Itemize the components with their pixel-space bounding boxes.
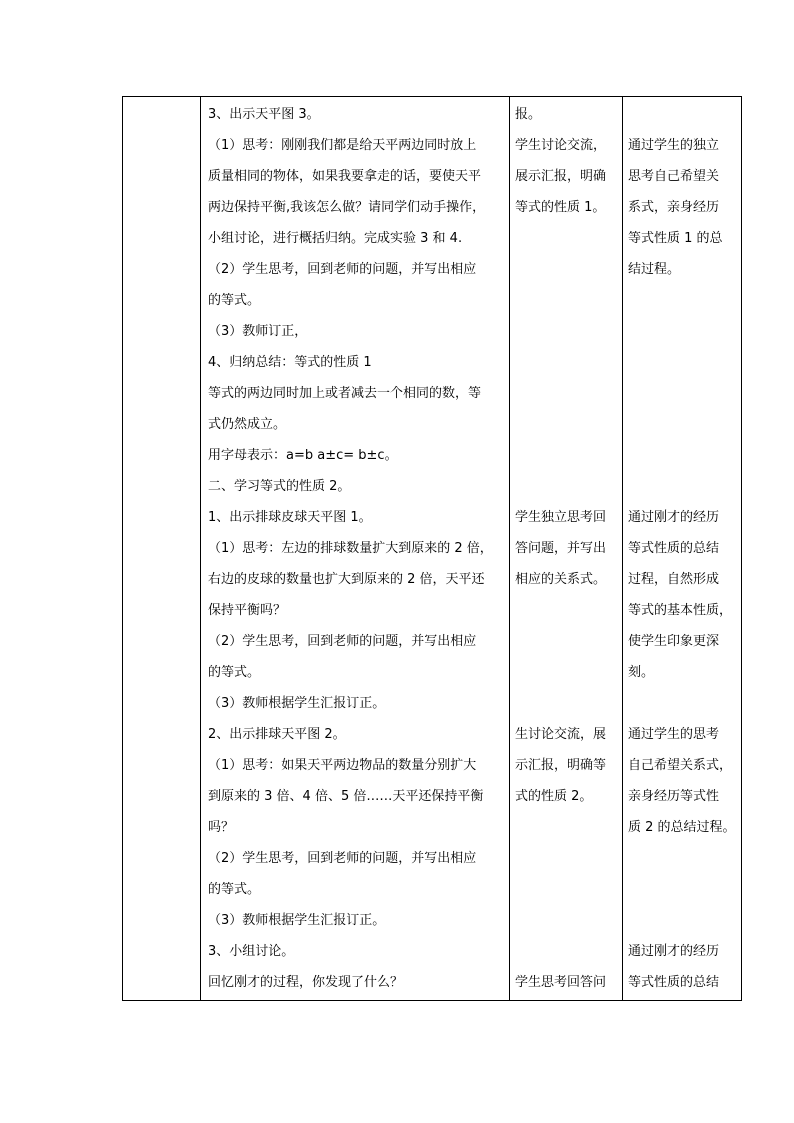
student-activity-line [515, 905, 619, 936]
student-activity-line [515, 223, 619, 254]
teaching-steps-text [201, 97, 509, 998]
student-activity-text [510, 97, 622, 998]
student-activity-line [515, 471, 619, 502]
step-line: 的等式。 [208, 882, 261, 897]
design-intent-text [623, 97, 741, 998]
step-line: （3）教师根据学生汇报订正。 [208, 696, 386, 711]
design-intent-line: 通过刚才的经历 [628, 944, 720, 959]
student-activity-line: 学生讨论交流， [515, 138, 607, 153]
design-intent-line [628, 99, 738, 130]
design-intent-line: 等式性质 1 的总 [628, 231, 723, 246]
student-activity-line [515, 657, 619, 688]
step-line: 两边保持平衡,我该怎么做？请同学们动手操作， [208, 200, 486, 215]
design-intent-line [628, 378, 738, 409]
design-intent-line: 通过刚才的经历 [628, 510, 720, 525]
student-activity-line: 式的性质 2。 [515, 789, 593, 804]
student-activity-line [515, 626, 619, 657]
design-intent-line: 刻。 [628, 665, 655, 680]
student-activity-line [515, 409, 619, 440]
step-line: 的等式。 [208, 665, 261, 680]
step-line: 3、小组讨论。 [208, 944, 295, 959]
design-intent-line: 系式，亲身经历 [628, 200, 720, 215]
design-intent-line [628, 440, 738, 471]
student-activity-line: 示汇报，明确等 [515, 758, 607, 773]
student-activity-line [515, 254, 619, 285]
design-intent-line: 等式性质的总结 [628, 541, 720, 556]
step-line: （3）教师订正， [208, 324, 308, 339]
step-line: 质量相同的物体，如果我要拿走的话，要使天平 [208, 169, 482, 184]
design-intent-line: 通过学生的思考 [628, 727, 720, 742]
step-line: 二、学习等式的性质 2。 [208, 479, 351, 494]
step-line: 回忆刚才的过程，你发现了什么？ [208, 975, 404, 990]
lesson-plan-table [122, 96, 742, 1001]
step-line: （2）学生思考，回到老师的问题，并写出相应 [208, 634, 477, 649]
step-line: 式仍然成立。 [208, 417, 287, 432]
student-activity-line [515, 440, 619, 471]
step-line: 1、出示排球皮球天平图 1。 [208, 510, 372, 525]
student-activity-line: 生讨论交流，展 [515, 727, 607, 742]
design-intent-line [628, 409, 738, 440]
step-line: （2）学生思考，回到老师的问题，并写出相应 [208, 262, 477, 277]
design-intent-line: 等式的基本性质， [628, 603, 733, 618]
student-activity-line: 报。 [515, 107, 542, 122]
step-line: 3、出示天平图 3。 [208, 107, 320, 122]
design-intent-line: 等式性质的总结 [628, 975, 720, 990]
student-activity-line: 学生思考回答问 [515, 975, 607, 990]
student-activity-line [515, 285, 619, 316]
step-line: 等式的两边同时加上或者减去一个相同的数，等 [208, 386, 482, 401]
step-line: （3）教师根据学生汇报订正。 [208, 913, 386, 928]
step-line: 小组讨论，进行概括归纳。完成实验 3 和 4. [208, 231, 463, 246]
step-line: （1）思考：如果天平两边物品的数量分别扩大 [208, 758, 477, 773]
step-line: 到原来的 3 倍、4 倍、5 倍……天平还保持平衡 [208, 789, 484, 804]
student-activity-line [515, 874, 619, 905]
student-activity-line [515, 812, 619, 843]
step-line: 的等式。 [208, 293, 261, 308]
student-activity-line [515, 378, 619, 409]
step-line: 右边的皮球的数量也扩大到原来的 2 倍，天平还 [208, 572, 485, 587]
design-intent-line [628, 316, 738, 347]
stage-column-cell [123, 97, 201, 1001]
design-intent-line [628, 843, 738, 874]
design-intent-line: 通过学生的独立 [628, 138, 720, 153]
design-intent-line: 过程，自然形成 [628, 572, 720, 587]
design-intent-line [628, 688, 738, 719]
step-line: （1）思考：左边的排球数量扩大到原来的 2 倍， [208, 541, 493, 556]
student-activity-line: 学生独立思考回 [515, 510, 607, 525]
teaching-steps-cell [201, 97, 510, 1001]
design-intent-line: 思考自己希望关 [628, 169, 720, 184]
student-activity-line [515, 688, 619, 719]
design-intent-line: 亲身经历等式性 [628, 789, 720, 804]
design-intent-line [628, 471, 738, 502]
student-activity-cell [510, 97, 623, 1001]
step-line: 用字母表示：a=b a±c= b±c。 [208, 448, 398, 463]
design-intent-line [628, 874, 738, 905]
design-intent-line: 自己希望关系式， [628, 758, 733, 773]
student-activity-line [515, 347, 619, 378]
step-line: 保持平衡吗？ [208, 603, 287, 618]
design-intent-line [628, 285, 738, 316]
step-line: 4、归纳总结：等式的性质 1 [208, 355, 372, 370]
student-activity-line [515, 843, 619, 874]
student-activity-line: 答问题，并写出 [515, 541, 607, 556]
design-intent-cell [623, 97, 742, 1001]
design-intent-line: 使学生印象更深 [628, 634, 720, 649]
design-intent-line [628, 347, 738, 378]
table-row [123, 97, 742, 1001]
step-line: 吗？ [208, 820, 235, 835]
student-activity-line: 展示汇报，明确 [515, 169, 607, 184]
student-activity-line [515, 936, 619, 967]
design-intent-line [628, 905, 738, 936]
student-activity-line: 等式的性质 1。 [515, 200, 606, 215]
step-line: （1）思考：刚刚我们都是给天平两边同时放上 [208, 138, 477, 153]
step-line: （2）学生思考，回到老师的问题，并写出相应 [208, 851, 477, 866]
student-activity-line [515, 595, 619, 626]
student-activity-line: 相应的关系式。 [515, 572, 607, 587]
design-intent-line: 结过程。 [628, 262, 681, 277]
design-intent-line: 质 2 的总结过程。 [628, 820, 736, 835]
step-line: 2、出示排球天平图 2。 [208, 727, 346, 742]
student-activity-line [515, 316, 619, 347]
